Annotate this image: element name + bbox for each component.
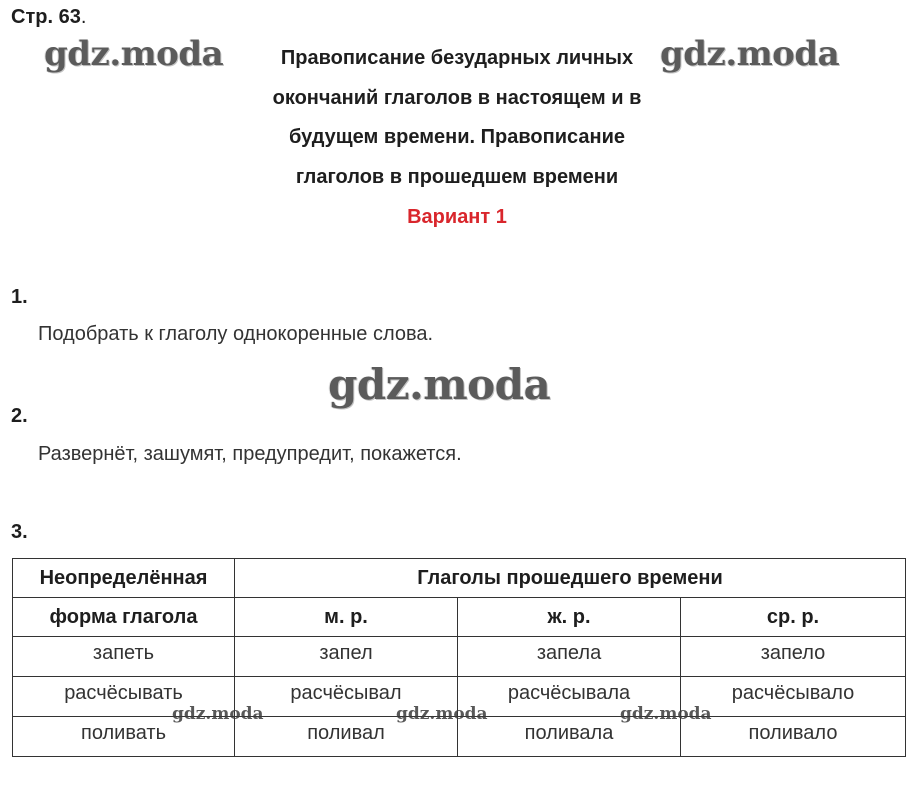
title-line: будущем времени. Правописание xyxy=(289,126,625,148)
table-cell: поливало xyxy=(681,717,906,757)
table-cell: запела xyxy=(458,637,681,677)
title-line: окончаний глаголов в настоящем и в xyxy=(272,87,642,109)
table-cell: расчёсывал xyxy=(235,677,458,717)
watermark-logo: gdz.moda xyxy=(396,704,488,724)
table-cell: расчёсывало xyxy=(681,677,906,717)
task-text: Подобрать к глаголу однокоренные слова. xyxy=(38,323,434,345)
table-cell: расчёсывать xyxy=(13,677,235,717)
table-cell: запеть xyxy=(13,637,235,677)
subheader-masculine: м. р. xyxy=(235,598,458,637)
watermark-logo: gdz.moda xyxy=(660,34,840,74)
page-reference-dot: . xyxy=(80,6,87,28)
table-cell: поливала xyxy=(458,717,681,757)
title-line: глаголов в прошедшем времени xyxy=(295,166,619,188)
subheader-feminine: ж. р. xyxy=(458,598,681,637)
variant-label: Вариант 1 xyxy=(407,206,507,228)
watermark-logo: gdz.moda xyxy=(44,34,224,74)
verbs-table xyxy=(12,558,906,757)
header-infinitive-line2: форма глагола xyxy=(13,598,235,637)
watermark-logo: gdz.moda xyxy=(620,704,712,724)
table-cell: поливал xyxy=(235,717,458,757)
header-past-tense: Глаголы прошедшего времени xyxy=(235,559,906,598)
table-row xyxy=(13,637,906,677)
table-subheader-row xyxy=(13,598,906,637)
task-text: Развернёт, зашумят, предупредит, покажется. xyxy=(38,443,462,465)
table-header-row xyxy=(13,559,906,598)
table-cell: запело xyxy=(681,637,906,677)
page-reference xyxy=(11,6,86,29)
subheader-neuter: ср. р. xyxy=(681,598,906,637)
title-line: Правописание безударных личных xyxy=(280,47,634,69)
table-cell: запел xyxy=(235,637,458,677)
task-number: 2. xyxy=(11,405,28,427)
watermark-logo: gdz.moda xyxy=(172,704,264,724)
task-number: 3. xyxy=(11,521,28,543)
task-number: 1. xyxy=(11,286,28,308)
page-reference-text: Стр. 63 xyxy=(11,6,81,28)
header-infinitive-line1: Неопределённая xyxy=(13,559,235,598)
watermark-logo: gdz.moda xyxy=(328,360,551,409)
table-cell: расчёсывала xyxy=(458,677,681,717)
table-cell: поливать xyxy=(13,717,235,757)
